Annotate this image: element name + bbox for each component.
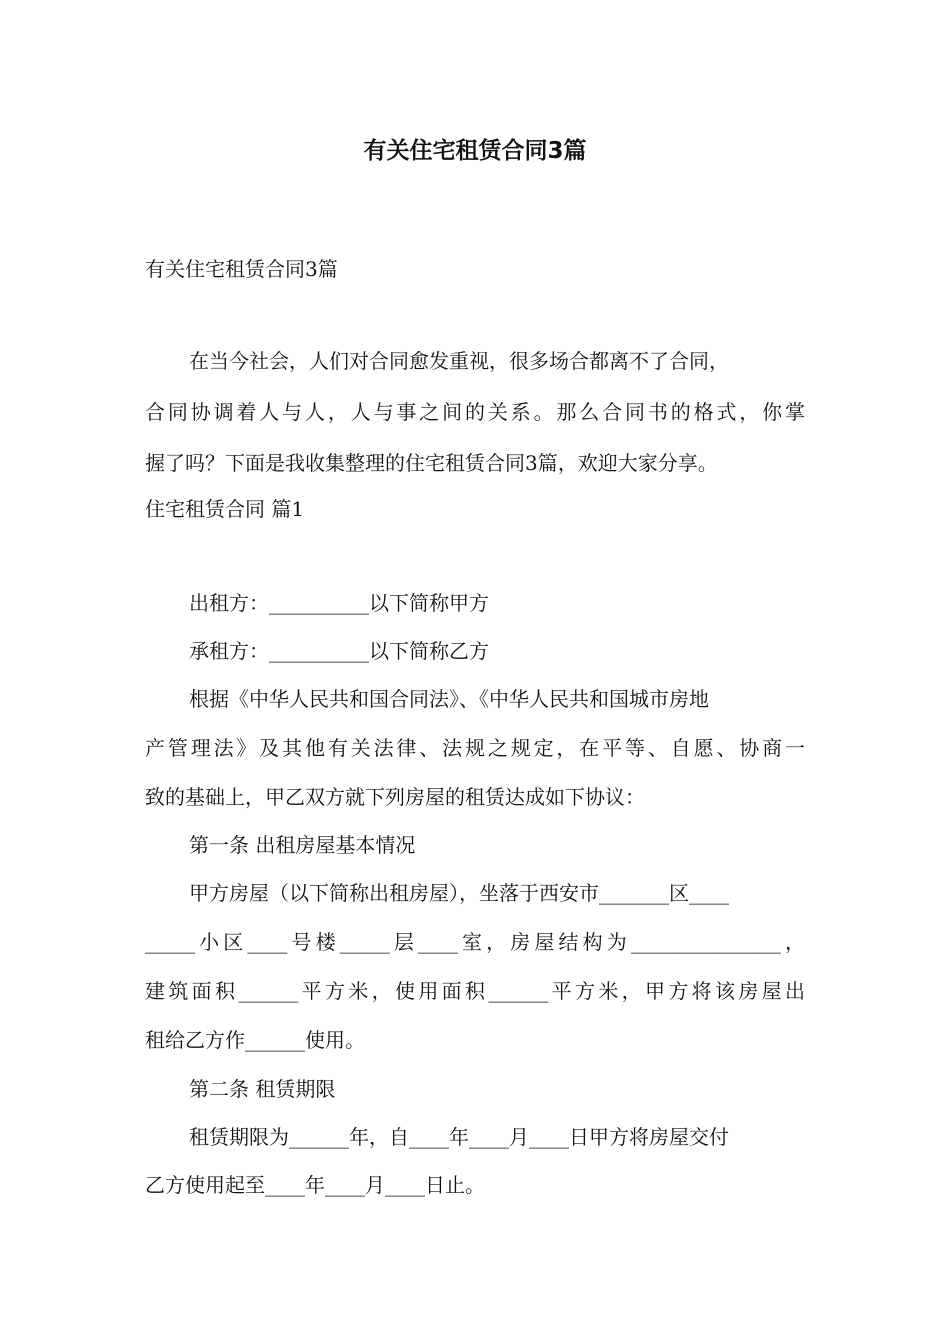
- article-2-heading: 第二条 租赁期限: [189, 1077, 336, 1101]
- article-1-heading: 第一条 出租房屋基本情况: [189, 833, 416, 857]
- basis-line-2: 产管理法》及其他有关法律、法规之规定，在平等、自愿、协商一: [145, 736, 805, 760]
- intro-line-3: 握了吗？下面是我收集整理的住宅租赁合同3篇，欢迎大家分享。: [145, 451, 718, 475]
- article-1-line-1: 甲方房屋（以下简称出租房屋），坐落于西安市_______区____: [189, 881, 729, 905]
- article-2-line-2: 乙方使用起至____年____月____日止。: [145, 1173, 485, 1197]
- article-2-line-1: 租赁期限为______年，自____年____月____日甲方将房屋交付: [189, 1125, 729, 1149]
- basis-line-1: 根据《中华人民共和国合同法》、《中华人民共和国城市房地: [189, 687, 709, 711]
- article-1-line-4: 租给乙方作______使用。: [145, 1028, 365, 1052]
- article-1-line-3: 建筑面积______平方米，使用面积______平方米，甲方将该房屋出: [145, 979, 805, 1003]
- intro-line-1: 在当今社会，人们对合同愈发重视，很多场合都离不了合同，: [189, 349, 729, 373]
- document-title: 有关住宅租赁合同3篇: [363, 138, 587, 164]
- intro-line-2: 合同协调着人与人，人与事之间的关系。那么合同书的格式，你掌: [145, 400, 805, 424]
- document-subtitle: 有关住宅租赁合同3篇: [145, 257, 338, 281]
- lessee-line: 承租方：__________以下简称乙方: [189, 639, 489, 663]
- lessor-line: 出租方：__________以下简称甲方: [189, 591, 489, 615]
- article-1-line-2: _____小区____号楼_____层____室，房屋结构为_______________，: [145, 930, 805, 954]
- basis-line-3: 致的基础上，甲乙双方就下列房屋的租赁达成如下协议：: [145, 785, 645, 809]
- section-heading: 住宅租赁合同 篇1: [145, 497, 305, 521]
